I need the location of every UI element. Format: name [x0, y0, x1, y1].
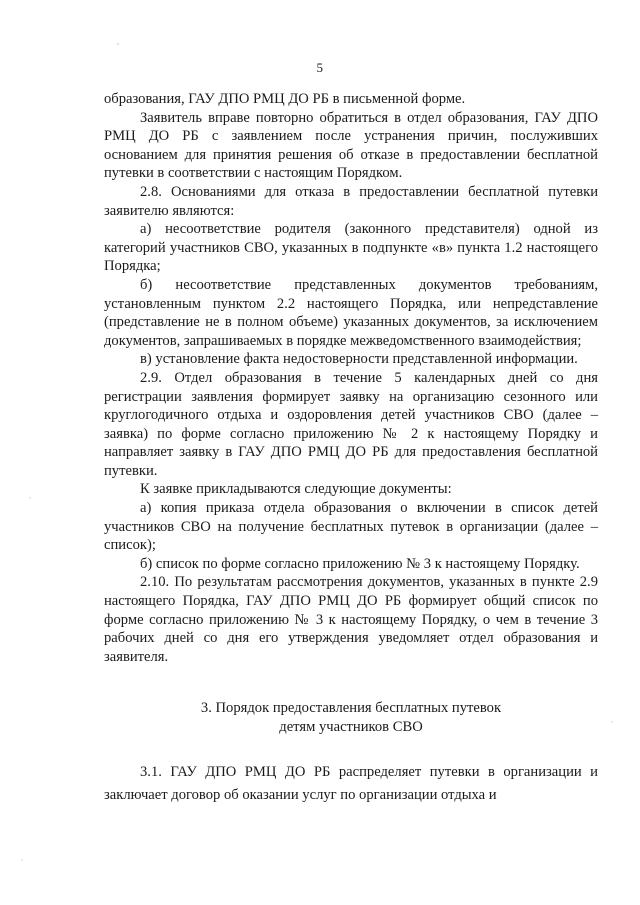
- scan-speck: [21, 859, 22, 860]
- paragraph: 2.8. Основаниями для отказа в предоставлении бесплатной путевки заявителю являются:: [104, 183, 598, 219]
- paragraph: б) несоответствие представленных документов требованиям, установленным пунктом 2.2 настоящего Порядка, или непредставление (представление не в полном объеме) указанных документов, за исключением документов, запрашиваемых в порядке межведомственного взаимодействия;: [104, 276, 598, 349]
- scan-speck: [611, 721, 612, 722]
- scan-speck: [117, 43, 119, 45]
- paragraph: Заявитель вправе повторно обратиться в отдел образования, ГАУ ДПО РМЦ ДО РБ с заявлением после устранения причин, послуживших основанием для принятия решения об отказе в предоставлении бесплатной путевки в соответствии с настоящим Порядком.: [104, 109, 598, 182]
- paragraph: а) несоответствие родителя (законного представителя) одной из категорий участников СВО, указанных в подпункте «в» пункта 1.2 настоящего Порядка;: [104, 221, 598, 275]
- page-number: 5: [316, 60, 324, 75]
- section-heading-line: детям участников СВО: [279, 719, 423, 735]
- paragraph: 2.9. Отдел образования в течение 5 календарных дней со дня регистрации заявления формирует заявку на организацию сезонного или круглогодичного отдыха и оздоровления детей участников СВО (далее – заявка) по форме согласно приложению № 2 к настоящему Порядку и направляет заявку в ГАУ ДПО РМЦ ДО РБ для предоставления бесплатной путевки.: [104, 369, 598, 479]
- scan-speck: [29, 497, 30, 498]
- paragraph: 2.10. По результатам рассмотрения документов, указанных в пункте 2.9 настоящего Порядка, ГАУ ДПО РМЦ ДО РБ формирует общий список по форме согласно приложению № 3 к настоящему Порядку, о чем в течение 3 рабочих дней со дня его утверждения уведомляет отдел образования и заявителя.: [104, 574, 598, 665]
- paragraph: а) копия приказа отдела образования о включении в список детей участников СВО на получение бесплатных путевок в организации (далее – список);: [104, 500, 598, 554]
- paragraph: в) установление факта недостоверности представленной информации.: [140, 351, 578, 368]
- section-heading-line: 3. Порядок предоставления бесплатных путевок: [200, 700, 502, 717]
- paragraph: образования, ГАУ ДПО РМЦ ДО РБ в письменной форме.: [104, 91, 466, 107]
- paragraph: 3.1. ГАУ ДПО РМЦ ДО РБ распределяет путевки в организации и заключает договор об оказании услуг по организации отдыха и: [104, 763, 598, 803]
- paragraph: К заявке прикладываются следующие документы:: [140, 481, 452, 498]
- paragraph: б) список по форме согласно приложению № 3 к настоящему Порядку.: [140, 555, 580, 572]
